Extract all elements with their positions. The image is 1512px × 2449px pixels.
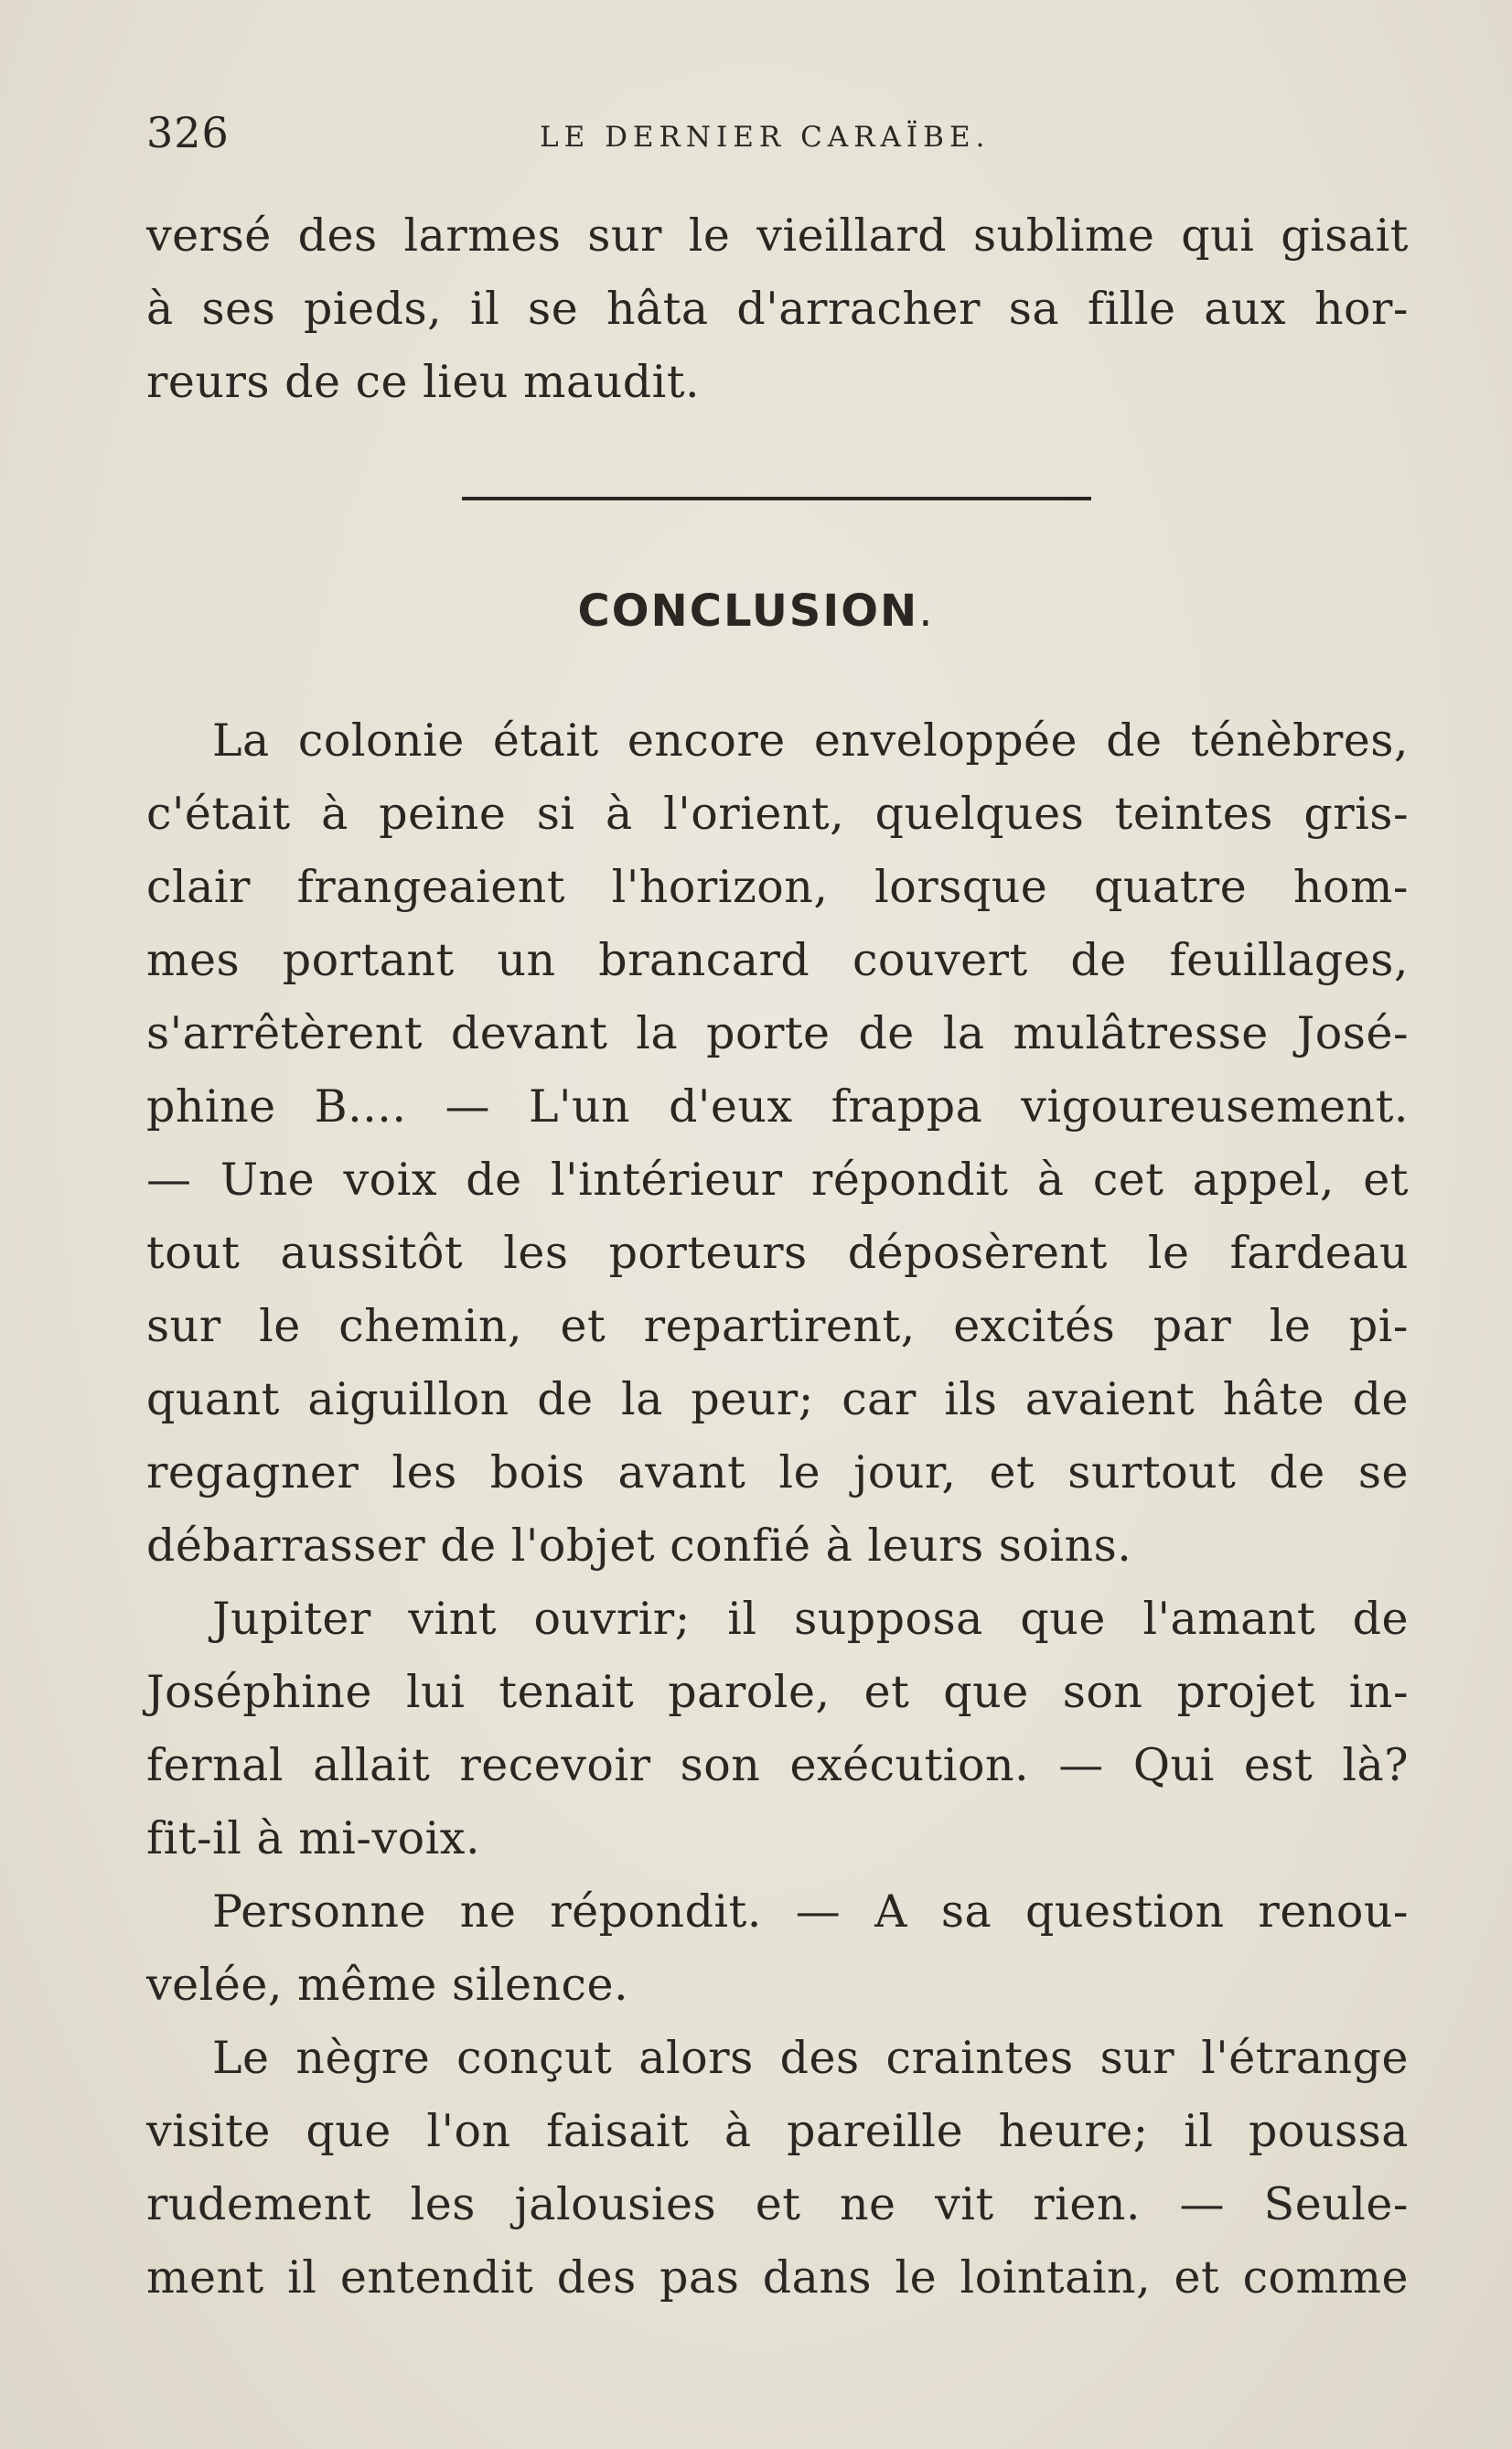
text-line: débarrasser de l'objet confié à leurs soins.	[146, 1520, 1132, 1572]
text-line: tout aussitôt les porteurs déposèrent le fardeau	[146, 1227, 1409, 1279]
text-line: clair frangeaient l'horizon, lorsque quatre hom-	[146, 861, 1409, 913]
text-line: — Une voix de l'intérieur répondit à cet appel, et	[146, 1154, 1409, 1206]
section-divider	[462, 497, 1091, 500]
text-line: fernal allait recevoir son exécution. — Qui est là?	[146, 1739, 1409, 1791]
paragraph-4	[146, 2022, 1409, 2315]
section-title-text: CONCLUSION	[577, 585, 919, 637]
text-line: ment il entendit des pas dans le lointain, et comme	[146, 2251, 1409, 2304]
text-line: Personne ne répondit. — A sa question renou-	[212, 1885, 1409, 1938]
text-line: Jupiter vint ouvrir; il supposa que l'amant de	[212, 1593, 1409, 1645]
text-line: reurs de ce lieu maudit.	[146, 356, 701, 408]
section-title-punct: .	[918, 585, 935, 637]
text-line: velée, même silence.	[146, 1959, 629, 2011]
text-line: Le nègre conçut alors des craintes sur l'étrange	[212, 2032, 1409, 2084]
text-line: rudement les jalousies et ne vit rien. — Seule-	[146, 2178, 1409, 2230]
running-title: LE DERNIER CARAÏBE.	[540, 121, 991, 154]
text-line: fit-il à mi-voix.	[146, 1812, 481, 1864]
text-line: sur le chemin, et repartirent, excités par le pi-	[146, 1300, 1409, 1352]
text-line: phine B.... — L'un d'eux frappa vigoureusement.	[146, 1080, 1409, 1133]
page-header	[146, 108, 1399, 163]
text-line: regagner les bois avant le jour, et surtout de se	[146, 1446, 1409, 1498]
paragraph-2	[146, 1583, 1409, 1875]
text-line: à ses pieds, il se hâta d'arracher sa fille aux hor-	[146, 283, 1409, 335]
intro-paragraph	[146, 199, 1409, 419]
paragraph-1	[146, 704, 1409, 1583]
text-line: quant aiguillon de la peur; car ils avaient hâte de	[146, 1373, 1409, 1425]
paragraph-3	[146, 1875, 1409, 2022]
page-number: 326	[146, 108, 230, 157]
text-line: s'arrêtèrent devant la porte de la mulâtresse José-	[146, 1007, 1409, 1059]
text-line: c'était à peine si à l'orient, quelques teintes gris-	[146, 788, 1409, 840]
section-title	[0, 585, 1512, 637]
text-line: versé des larmes sur le vieillard sublime qui gisait	[146, 209, 1409, 262]
text-line: Joséphine lui tenait parole, et que son projet in-	[146, 1666, 1409, 1718]
text-line: visite que l'on faisait à pareille heure; il poussa	[146, 2105, 1409, 2157]
text-line: mes portant un brancard couvert de feuillages,	[146, 934, 1409, 986]
text-line: La colonie était encore enveloppée de ténèbres,	[212, 714, 1409, 767]
